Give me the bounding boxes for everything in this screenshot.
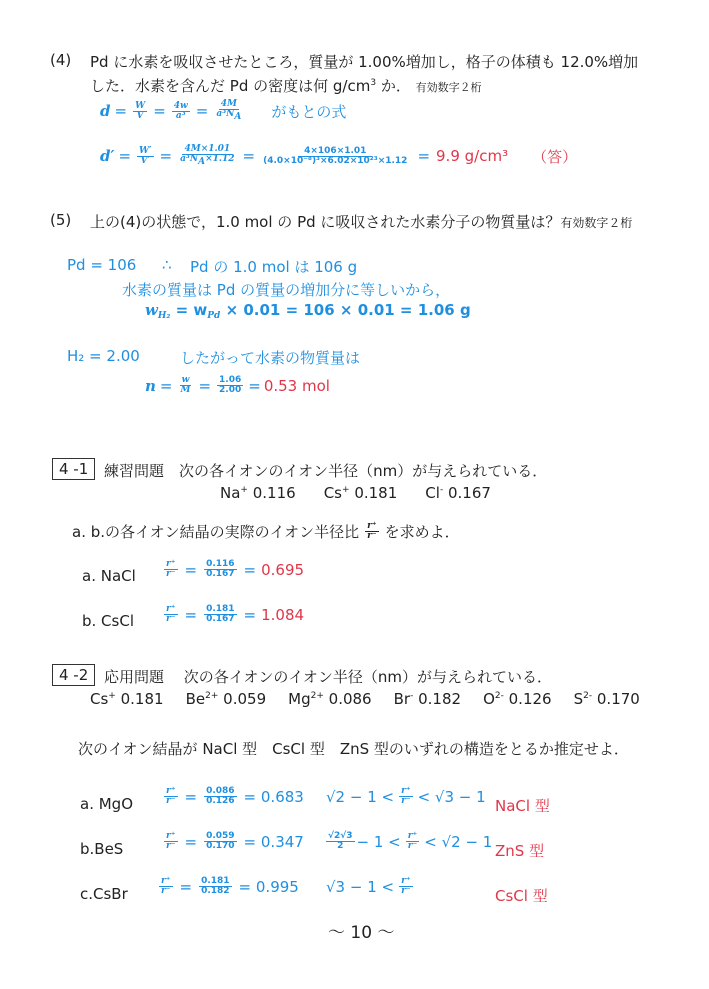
ex42-item-eq: $\frac{r^+}{r^-}$ = $\frac{0.181}{0.182}$ = 0.995 bbox=[161, 876, 299, 897]
ion-charge: 2+ bbox=[205, 691, 219, 701]
ion-charge: + bbox=[108, 691, 116, 701]
q4-eq1: d = $\frac{W}{V}$ = $\frac{4w}{\text{a³}}$ = $\frac{4M}{a^3N_A}$ がもとの式 bbox=[100, 99, 347, 123]
ion-cs bbox=[90, 690, 164, 708]
eq2-d2-b: ×1.12 bbox=[205, 154, 235, 165]
ex42-item-label: b.BeS bbox=[80, 840, 124, 858]
ion-radius: 0.181 bbox=[354, 484, 398, 502]
eq2-n3: 4×106×1.01 bbox=[298, 147, 372, 157]
ex42-question: 次のイオン結晶が NaCl 型 CsCl 型 ZnS 型のいずれの構造をとるか推定せよ． bbox=[78, 740, 629, 758]
eq1-lhs: d bbox=[100, 102, 111, 121]
cond-right: < √3 − 1 bbox=[417, 787, 486, 806]
ion-na bbox=[220, 484, 296, 502]
eq2-d3: (4.0×10⁻⁸)³×6.02×10²³×1.12 bbox=[263, 155, 408, 166]
ex42-item-condition bbox=[326, 787, 486, 807]
ratio-value: = 0.683 bbox=[243, 787, 304, 806]
rp: r⁺ bbox=[166, 559, 176, 569]
ion-symbol: Br bbox=[393, 690, 411, 708]
ratio-num: 0.059 bbox=[206, 831, 235, 841]
cond-num: √2√3 bbox=[328, 831, 353, 841]
rp: r⁺ bbox=[166, 604, 176, 614]
eq1-num3: 4M bbox=[220, 99, 237, 109]
mass-eq-sub: Pd bbox=[207, 311, 221, 321]
q5-n-eq: n = $\frac{w}{M}$ = $\frac{1.06}{2.00}$ = 0.53 mol bbox=[145, 375, 330, 396]
rp: r⁺ bbox=[401, 786, 411, 796]
rp: r⁺ bbox=[166, 831, 176, 841]
q4-line2-end: か． bbox=[376, 77, 411, 95]
eq2-answer: 9.9 g/cm³ bbox=[436, 147, 509, 166]
rm: r⁻ bbox=[166, 796, 176, 807]
ion-symbol: Na bbox=[220, 484, 241, 502]
eq2-n2: 4M×1.01 bbox=[184, 144, 231, 154]
ion-charge: 2- bbox=[583, 691, 593, 701]
ex41-b-num: 0.181 bbox=[206, 604, 235, 614]
q5-line1-text: 上の(4)の状態で，1.0 mol の Pd に吸収された水素分子の物質量は？ bbox=[90, 213, 561, 231]
rp: r⁺ bbox=[166, 786, 176, 796]
ex41-title: 練習問題 次の各イオンのイオン半径（nm）が与えられている． bbox=[104, 462, 548, 480]
rp: r⁺ bbox=[161, 876, 171, 886]
eq2-d2: a³N bbox=[180, 154, 199, 165]
ion-symbol: Cs bbox=[90, 690, 109, 708]
ex41-item-b-label: b. CsCl bbox=[82, 612, 134, 630]
ion-radius: 0.086 bbox=[328, 690, 372, 708]
ex41-item-b-eq: $\frac{r^+}{r^-}$ = $\frac{0.181}{0.167}$ = 1.084 bbox=[166, 604, 305, 625]
rm: r⁻ bbox=[161, 886, 171, 897]
ion-s bbox=[574, 690, 640, 708]
ion-radius: 0.126 bbox=[508, 690, 552, 708]
ion-symbol: Cl bbox=[425, 484, 440, 502]
ex42-item-type: NaCl 型 bbox=[495, 797, 550, 815]
ion-symbol: Be bbox=[185, 690, 206, 708]
q4-sigfig: 有効数字２桁 bbox=[415, 81, 482, 94]
ion-charge: 2+ bbox=[310, 691, 324, 701]
ion-symbol: S bbox=[573, 690, 584, 708]
eq1-V: V bbox=[136, 110, 144, 121]
ex42-title: 応用問題 次の各イオンのイオン半径（nm）が与えられている． bbox=[104, 668, 552, 686]
ex41-b-answer: 1.084 bbox=[261, 605, 305, 624]
ex42-ions bbox=[90, 690, 662, 708]
ex41-rm: r⁻ bbox=[367, 531, 377, 541]
ion-radius: 0.182 bbox=[418, 690, 462, 708]
ion-charge: 2- bbox=[494, 691, 504, 701]
ion-symbol: O bbox=[483, 690, 495, 708]
rm: r⁻ bbox=[401, 886, 411, 897]
ion-radius: 0.170 bbox=[596, 690, 640, 708]
ratio-num: 0.086 bbox=[206, 786, 235, 796]
ex41-rp: r⁺ bbox=[367, 520, 377, 531]
ion-charge: - bbox=[410, 691, 414, 701]
ex41-b-den: 0.167 bbox=[206, 614, 235, 625]
cond-left: − 1 < bbox=[356, 832, 401, 851]
n-answer: 0.53 mol bbox=[263, 376, 330, 395]
q5-line1 bbox=[90, 211, 632, 232]
mass-lhs: w bbox=[145, 301, 158, 319]
ex41-question-b: を求めよ． bbox=[384, 523, 460, 541]
ex42-item-eq: $\frac{r^+}{r^-}$ = $\frac{0.086}{0.126}$ = 0.683 bbox=[166, 786, 304, 807]
cond-left: √2 − 1 < bbox=[326, 787, 395, 806]
rp: r⁺ bbox=[407, 831, 418, 841]
ion-symbol: Mg bbox=[288, 690, 311, 708]
ex41-item-a-label: a. NaCl bbox=[82, 567, 136, 585]
ratio-value: = 0.347 bbox=[243, 832, 304, 851]
eq2-d1: V′ bbox=[140, 155, 150, 166]
ratio-den: 0.126 bbox=[206, 796, 235, 807]
cond-left: √3 − 1 < bbox=[326, 877, 395, 896]
ion-cl bbox=[425, 484, 491, 502]
ratio-den: 0.170 bbox=[206, 841, 235, 852]
rm: r⁻ bbox=[401, 796, 411, 807]
q4-eq2: d′ = $\frac{W'}{V'}$ = $\frac{4M\times 1.01}{a^3N_A\times 1.12}$ = $\frac{4\times 106\times 1.01}{\text{(4.0×10⁻⁸)³×6.02×10²³×1.12}}$ = 9.9 g/cm³ （答） bbox=[100, 144, 578, 168]
rm: r⁻ bbox=[166, 614, 176, 625]
ex42-label: 4 -2 bbox=[52, 664, 95, 686]
n-M: M bbox=[180, 385, 191, 396]
ion-radius: 0.167 bbox=[447, 484, 491, 502]
ex41-a-answer: 0.695 bbox=[261, 560, 305, 579]
q5-sigfig: 有効数字２桁 bbox=[560, 216, 633, 230]
q4-line2-text: した．水素を含んだ Pd の密度は何 g/cm bbox=[90, 77, 371, 95]
eq1-note: がもとの式 bbox=[271, 102, 347, 121]
eq2-lhs: d′ bbox=[100, 147, 115, 166]
q5-number: (5) bbox=[50, 211, 72, 229]
ex41-a-num: 0.116 bbox=[206, 559, 235, 569]
n-den: 2.00 bbox=[219, 385, 242, 396]
ion-o bbox=[483, 690, 552, 708]
q5-mass-text: 水素の質量は Pd の質量の増加分に等しいから， bbox=[122, 281, 451, 299]
ex41-question bbox=[72, 521, 460, 542]
ex42-item-label: a. MgO bbox=[80, 795, 133, 813]
eq1-w: W bbox=[135, 100, 146, 111]
eq1-den3-sub: A bbox=[234, 112, 242, 123]
mass-eq-rest: × 0.01 = 106 × 0.01 = 1.06 g bbox=[225, 301, 471, 319]
rp: r⁺ bbox=[401, 876, 411, 886]
rm: r⁻ bbox=[407, 841, 418, 852]
q5-pd-text: Pd の 1.0 mol は 106 g bbox=[190, 258, 358, 276]
rm: r⁻ bbox=[166, 841, 176, 852]
ex42-item-type: ZnS 型 bbox=[495, 842, 545, 860]
ex42-item-label: c.CsBr bbox=[80, 885, 128, 903]
q4-line1: Pd に水素を吸収させたところ，質量が 1.00%増加し，格子の体積も 12.0%増加 bbox=[90, 53, 639, 71]
ion-radius: 0.181 bbox=[120, 690, 164, 708]
ex42-item-eq: $\frac{r^+}{r^-}$ = $\frac{0.059}{0.170}$ = 0.347 bbox=[166, 831, 304, 852]
ex41-ions bbox=[220, 484, 519, 502]
eq1-den2: a³ bbox=[175, 110, 186, 121]
ratio-value: = 0.995 bbox=[238, 877, 299, 896]
eq2-d2-sub: A bbox=[198, 157, 206, 168]
eq1-num2: 4w bbox=[173, 100, 188, 111]
ion-charge: + bbox=[240, 485, 248, 495]
rm: r⁻ bbox=[166, 569, 176, 580]
q4-number: (4) bbox=[50, 51, 72, 69]
ion-radius: 0.059 bbox=[223, 690, 267, 708]
ex42-item-condition bbox=[324, 832, 492, 852]
q5-mass-eq bbox=[145, 301, 471, 321]
eq1-den3: a³N bbox=[216, 109, 235, 120]
q4-line2 bbox=[90, 75, 482, 96]
ion-be bbox=[186, 690, 267, 708]
ion-charge: - bbox=[439, 485, 444, 495]
ex41-item-a-eq: $\frac{r^+}{r^-}$ = $\frac{0.116}{0.167}$ = 0.695 bbox=[166, 559, 305, 580]
n-lhs: n bbox=[145, 376, 156, 395]
ratio-den: 0.182 bbox=[201, 886, 230, 897]
ex42-item-type: CsCl 型 bbox=[495, 887, 548, 905]
ion-radius: 0.116 bbox=[252, 484, 296, 502]
cond-den: 2 bbox=[337, 841, 344, 852]
mass-lhs-sub: H₂ bbox=[157, 311, 171, 321]
ex41-a-den: 0.167 bbox=[206, 569, 235, 580]
n-w: w bbox=[181, 375, 190, 385]
ion-cs bbox=[324, 484, 398, 502]
cond-right: < √2 − 1 bbox=[424, 832, 493, 851]
mass-eq: = w bbox=[175, 301, 208, 319]
ex41-label: 4 -1 bbox=[52, 458, 95, 480]
page-number: ～ 10 ～ bbox=[328, 923, 395, 943]
q4-line2-sup: 3 bbox=[370, 78, 377, 88]
ratio-num: 0.181 bbox=[201, 876, 230, 886]
ion-mg bbox=[288, 690, 371, 708]
eq2-tag: （答） bbox=[532, 147, 578, 166]
q5-mol-text: したがって水素の物質量は bbox=[180, 349, 361, 367]
q5-therefore: ∴ bbox=[162, 256, 172, 274]
ion-br bbox=[394, 690, 461, 708]
ion-charge: + bbox=[342, 485, 350, 495]
n-num: 1.06 bbox=[219, 375, 242, 385]
ex41-question-a: a. b.の各イオン結晶の実際のイオン半径比 bbox=[72, 523, 360, 541]
ex42-item-condition bbox=[326, 877, 418, 897]
ion-symbol: Cs bbox=[323, 484, 342, 502]
eq2-n1: W′ bbox=[139, 145, 152, 156]
q5-pd: Pd = 106 bbox=[67, 256, 137, 274]
q5-h2: H₂ = 2.00 bbox=[67, 347, 140, 365]
